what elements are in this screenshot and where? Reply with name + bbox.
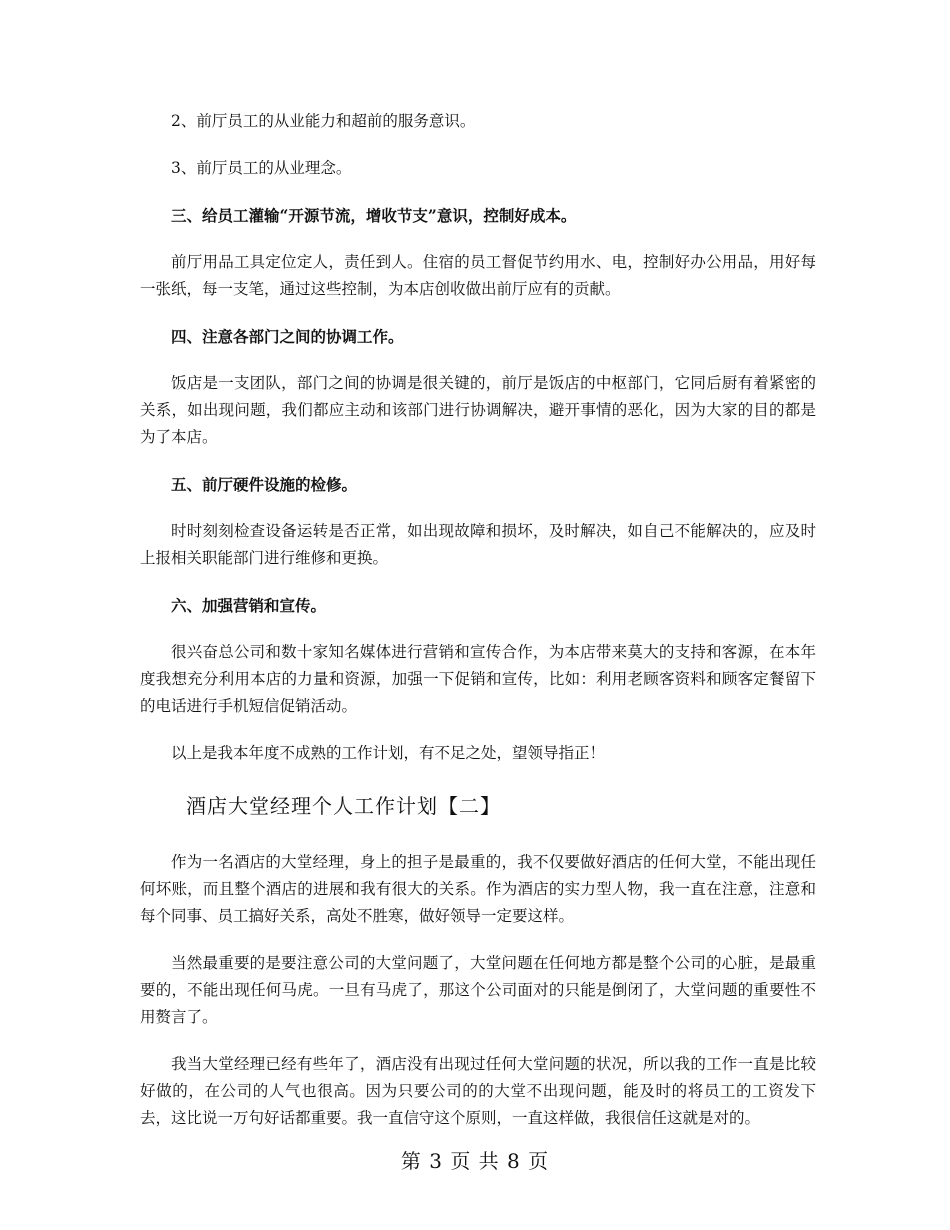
- section-heading: 三、给员工灌输“开源节流，增收节支”意识，控制好成本。: [171, 206, 577, 225]
- section-heading: 六、加强营销和宣传。: [171, 596, 327, 615]
- closing-paragraph: 以上是我本年度不成熟的工作计划，有不足之处，望领导指正！: [171, 744, 606, 762]
- part-two-title: 酒店大堂经理个人工作计划【二】: [186, 794, 501, 818]
- paragraph: 当然最重要的是要注意公司的大堂问题了，大堂问题在任何地方都是整个公司的心脏，是最重要的，不能出现任何马虎。一旦有马虎了，那这个公司面对的只能是倒闭了，大堂问题的重要性不用赘言了。: [140, 954, 816, 1026]
- section-body: 前厅用品工具定位定人，责任到人。住宿的员工督促节约用水、电，控制好办公用品，用好每一张纸，每一支笔，通过这些控制，为本店创收做出前厅应有的贡献。: [140, 253, 816, 298]
- document-body: [140, 108, 816, 1152]
- list-item: 3、前厅员工的从业理念。: [171, 159, 352, 177]
- section-body: 很兴奋总公司和数十家知名媒体进行营销和宣传合作，为本店带来莫大的支持和客源，在本年度我想充分利用本店的力量和资源，加强一下促销和宣传，比如：利用老顾客资料和顾客定餐留下的电话进行手机短信促销活动。: [140, 643, 816, 715]
- list-item: 2、前厅员工的从业能力和超前的服务意识。: [171, 112, 476, 130]
- page-number-footer: 第 3 页 共 8 页: [400, 1149, 550, 1173]
- paragraph: 我当大堂经理已经有些年了，酒店没有出现过任何大堂问题的状况，所以我的工作一直是比较好做的，在公司的人气也很高。因为只要公司的的大堂不出现问题，能及时的将员工的工资发下去，这比说一万句好话都重要。我一直信守这个原则，一直这样做，我很信任这就是对的。: [140, 1055, 816, 1127]
- section-body: 时时刻刻检查设备运转是否正常，如出现故障和损坏，及时解决，如自己不能解决的，应及时上报相关职能部门进行维修和更换。: [140, 522, 816, 567]
- paragraph: 作为一名酒店的大堂经理，身上的担子是最重的，我不仅要做好酒店的任何大堂，不能出现任何坏账，而且整个酒店的进展和我有很大的关系。作为酒店的实力型人物，我一直在注意，注意和每个同事、员工搞好关系，高处不胜寒，做好领导一定要这样。: [140, 853, 816, 925]
- section-body: 饭店是一支团队，部门之间的协调是很关键的，前厅是饭店的中枢部门，它同后厨有着紧密的关系，如出现问题，我们都应主动和该部门进行协调解决，避开事情的恶化，因为大家的目的都是为了本店。: [140, 374, 816, 446]
- section-heading: 五、前厅硬件设施的检修。: [171, 475, 358, 494]
- section-heading: 四、注意各部门之间的协调工作。: [171, 327, 404, 346]
